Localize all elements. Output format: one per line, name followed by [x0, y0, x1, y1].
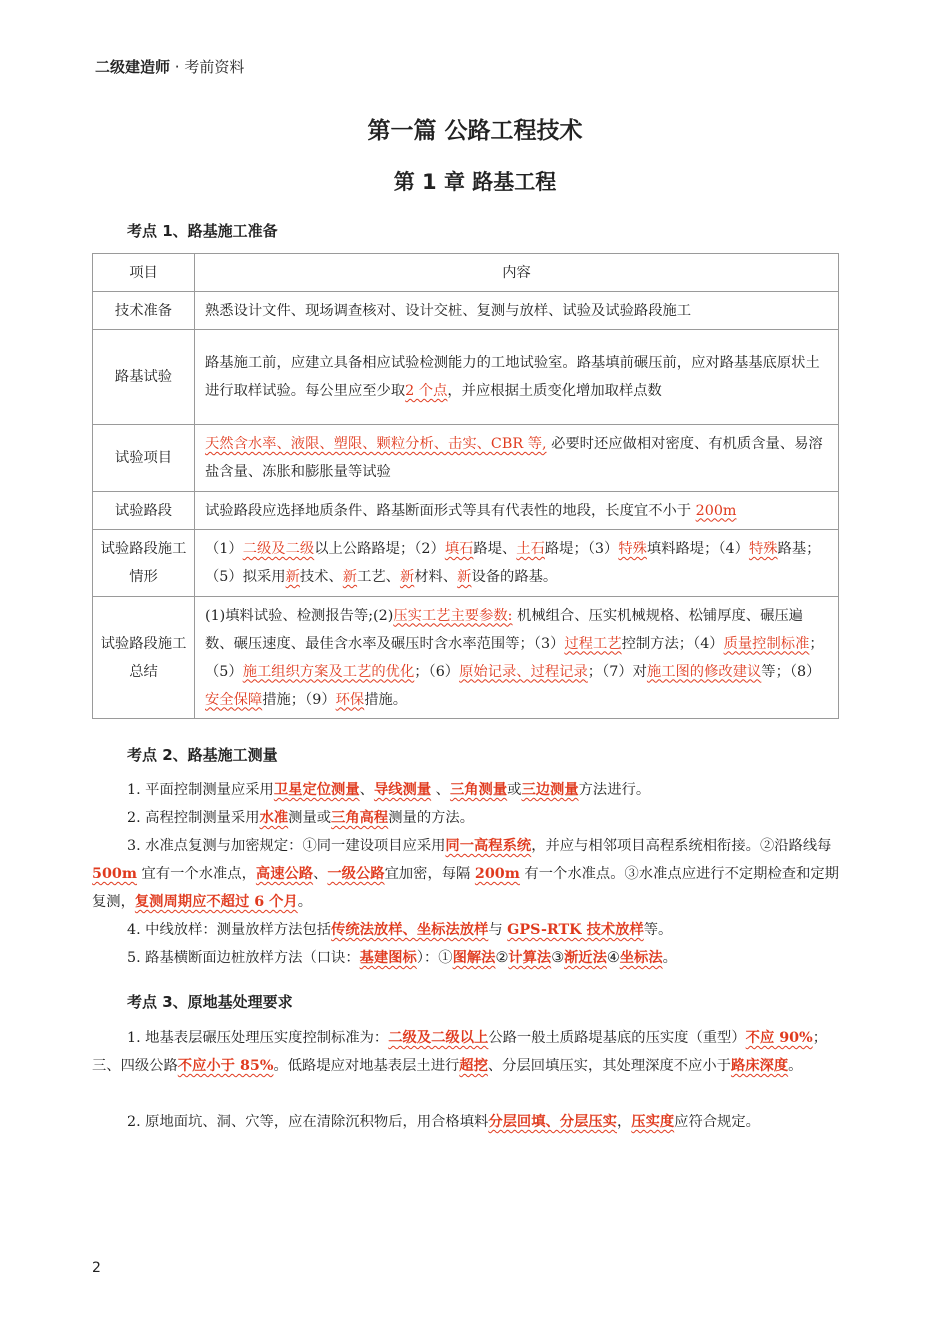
text: 机械组合、压实机械规格、松铺厚度、碾压遍数、碾压速度、最佳含水率及碾压时含水率范围等；（3） [205, 607, 803, 652]
highlight: 计算法 [508, 950, 552, 966]
highlight: 图解法 [452, 950, 496, 966]
section-heading-3: 考点 3、原地基处理要求 [127, 993, 293, 1011]
highlight: 新 [399, 569, 415, 585]
text: 路堤；（3） [544, 541, 619, 557]
survey-item-4 [127, 916, 839, 944]
highlight: 新 [285, 569, 300, 585]
highlight: 导线测量 [373, 782, 432, 798]
row-content [195, 330, 839, 425]
highlight: GPS-RTK 技术放样 [507, 922, 644, 938]
text: 有一个水准点。③水准点应进行不定期检查和定期复测， [92, 866, 839, 910]
text: 等；（8） [761, 663, 821, 680]
preparation-table [92, 253, 839, 719]
row-label: 试验路段施工总结 [93, 597, 195, 719]
text: ，并应根据土质变化增加取样点数 [447, 383, 662, 399]
text: 。低路堤应对地基表层土进行 [273, 1058, 460, 1074]
text: 2. 高程控制测量采用 [127, 810, 260, 826]
section-heading-1: 考点 1、路基施工准备 [127, 222, 278, 240]
highlight: 高速公路 [255, 866, 314, 882]
highlight: 施工组织方案及工艺的优化 [242, 663, 415, 680]
highlight: 分层回填、分层压实 [488, 1114, 617, 1130]
row-content [195, 530, 839, 597]
text: 与 [488, 922, 508, 938]
table-row [93, 492, 839, 530]
highlight: 同一高程系统 [445, 838, 532, 854]
highlight: 特殊 [748, 541, 778, 557]
row-content [195, 597, 839, 719]
text: 测量的方法。 [388, 810, 475, 826]
text: ；（6） [414, 663, 460, 680]
highlight: 2 个点 [405, 383, 448, 399]
highlight: 填石 [444, 541, 474, 557]
text: 、 [359, 782, 374, 798]
text: ③ [551, 950, 565, 966]
highlight: 基建图标 [359, 950, 417, 966]
text: 等。 [643, 922, 673, 938]
row-label: 试验路段施工情形 [93, 530, 195, 597]
highlight: 三角高程 [331, 810, 389, 826]
text: 应符合规定。 [674, 1114, 760, 1130]
highlight: 200m [474, 866, 520, 882]
text: 熟悉设计文件、现场调查核对、设计交桩、复测与放样、试验及试验路段施工 [205, 302, 692, 319]
text: 试验路段应选择地质条件、路基断面形式等具有代表性的地段，长度宜不小于 [205, 502, 696, 519]
text: ）：① [416, 950, 453, 966]
text: 填料路堤；（4） [646, 541, 749, 557]
highlight: 施工图的修改建议 [646, 663, 762, 680]
row-content [195, 292, 839, 330]
text: 3. 水准点复测与加密规定：①同一建设项目应采用 [127, 838, 446, 854]
header-sub: 考前资料 [184, 58, 245, 76]
text: 。 [788, 1058, 803, 1074]
text: 以上公路路堤；（2） [314, 541, 445, 557]
chapter-title: 第 1 章 路基工程 [393, 170, 557, 194]
text: ② [495, 950, 509, 966]
highlight: 一级公路 [327, 866, 385, 882]
table-header-row [93, 254, 839, 292]
text: 设备的路基。 [471, 569, 558, 585]
highlight: 200m [695, 502, 737, 519]
text: ；三、四级公路 [92, 1030, 828, 1074]
highlight: 环保 [335, 691, 365, 708]
text: 材料、 [414, 569, 458, 585]
text: 4. 中线放样：测量放样方法包括 [127, 922, 332, 938]
text: 必要时还应做相对密度、有机质含量、易溶盐含量、冻胀和膨胀量等试验 [205, 436, 823, 480]
table-row [93, 425, 839, 492]
foundation-item-2 [127, 1108, 839, 1136]
text: 方法进行。 [578, 782, 651, 798]
header-sep: · [174, 58, 180, 76]
text: 措施。 [364, 691, 408, 708]
highlight: 卫星定位测量 [273, 782, 360, 798]
highlight: 天然含水率、液限、塑限、颗粒分析、击实、CBR 等, [205, 436, 547, 452]
text: 1. 平面控制测量应采用 [127, 782, 274, 798]
text: 2. 原地面坑、洞、穴等，应在清除沉积物后，用合格填料 [127, 1114, 489, 1130]
text: 1. 地基表层碾压处理压实度控制标准为： [127, 1030, 389, 1046]
highlight: 传统法放样、坐标法放样 [331, 922, 489, 938]
row-content [195, 492, 839, 530]
highlight: 路床深度 [730, 1058, 789, 1074]
row-label: 试验路段 [93, 492, 195, 530]
page-number: 2 [92, 1260, 101, 1276]
row-label: 试验项目 [93, 425, 195, 492]
text: 宜有一个水准点， [136, 866, 256, 882]
highlight: 质量控制标准 [723, 635, 810, 652]
highlight: 水准 [259, 810, 289, 826]
highlight: 新 [342, 569, 358, 585]
text: 技术、 [299, 569, 343, 585]
highlight: 原始记录、过程记录 [459, 663, 588, 680]
text: 测量或 [288, 810, 332, 826]
survey-item-1 [127, 776, 839, 804]
text: 。 [297, 894, 313, 910]
highlight: 不应 90% [745, 1030, 813, 1046]
highlight: 三边测量 [521, 782, 579, 798]
text: 宜加密，每隔 [384, 866, 475, 882]
highlight: 过程工艺 [564, 635, 622, 652]
page-header [95, 56, 244, 77]
text: （1） [205, 541, 243, 557]
row-label: 路基试验 [93, 330, 195, 425]
text: ；（7）对 [587, 663, 647, 680]
text: 、 [313, 866, 328, 882]
highlight: 复测周期应不超过 6 个月 [134, 894, 298, 910]
highlight: 二级及二级以上 [388, 1030, 489, 1046]
text: 、分层回填压实，其处理深度不应小于 [487, 1058, 731, 1074]
text: 。 [662, 950, 677, 966]
text: 路基；（5）拟采用 [205, 541, 821, 585]
survey-item-3 [92, 832, 839, 916]
highlight: 三角测量 [449, 782, 508, 798]
header-brand: 二级建造师 [95, 58, 171, 76]
text: 措施；（9） [262, 691, 336, 708]
highlight: 特殊 [618, 541, 647, 557]
table-header-cell: 内容 [195, 254, 839, 292]
highlight: 500m [92, 866, 137, 882]
text: 路基施工前，应建立具备相应试验检测能力的工地试验室。路基填前碾压前，应对路基基底原状土进行取样试验。每公里应至少取 [205, 355, 820, 399]
table-row [93, 530, 839, 597]
text: 路堤、 [473, 541, 517, 557]
highlight: 压实度 [631, 1114, 675, 1130]
foundation-item-1 [92, 1024, 839, 1080]
survey-item-2 [127, 804, 839, 832]
survey-item-5 [127, 944, 839, 972]
text: 5. 路基横断面边桩放样方法（口诀： [127, 950, 360, 966]
highlight: 渐近法 [564, 950, 607, 966]
highlight: 坐标法 [619, 950, 663, 966]
highlight: 不应小于 85% [177, 1058, 274, 1074]
text: 或 [507, 782, 522, 798]
table-row [93, 292, 839, 330]
text: (1)填料试验、检测报告等;(2) [205, 607, 394, 624]
text: ， [616, 1114, 632, 1130]
row-content [195, 425, 839, 492]
text: 公路一般土质路堤基底的压实度（重型） [488, 1030, 746, 1046]
text: 工艺、 [357, 569, 400, 585]
highlight: 超挖 [459, 1058, 488, 1074]
highlight: 压实工艺主要参数: [393, 607, 513, 624]
row-label: 技术准备 [93, 292, 195, 330]
text: 控制方法；（4） [621, 635, 724, 652]
highlight: 土石 [516, 541, 545, 557]
part-title: 第一篇 公路工程技术 [367, 118, 583, 144]
section-heading-2: 考点 2、路基施工测量 [127, 746, 278, 764]
table-header-cell: 项目 [93, 254, 195, 292]
highlight: 新 [457, 569, 472, 585]
table-row [93, 330, 839, 425]
highlight: 安全保障 [205, 691, 263, 708]
text: ④ [606, 950, 620, 966]
highlight: 二级及二级 [242, 541, 315, 557]
text: ；（5） [205, 635, 824, 680]
text: 、 [431, 782, 450, 798]
text: ，并应与相邻项目高程系统相衔接。②沿路线每 [531, 838, 832, 854]
table-row [93, 597, 839, 719]
